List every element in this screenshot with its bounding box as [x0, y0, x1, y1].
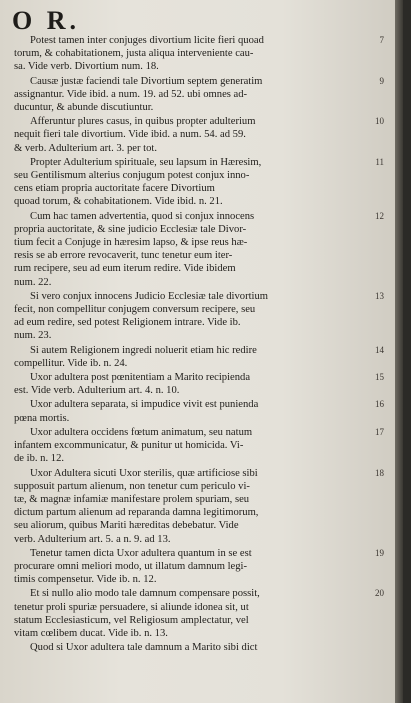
margin-number: 12 [375, 210, 384, 221]
text-line: dictum partum alienum ad reparanda damna legitimorum, [14, 507, 259, 519]
margin-number: 18 [375, 467, 384, 478]
paragraph [14, 75, 386, 115]
text-line: rum recipere, seu ad eum iterum redire. Vide ibidem [14, 263, 236, 275]
margin-number: 16 [375, 399, 384, 410]
text-line: tium fecit a Conjuge in hæresim lapso, & ipse reus hæ- [14, 237, 248, 249]
text-line: Uxor adultera occidens fœtum animatum, seu natum [30, 426, 253, 438]
margin-number: 17 [375, 426, 384, 437]
text-line: Si autem Religionem ingredi noluerit etiam hic redire [30, 344, 257, 356]
text-line: Et si nullo alio modo tale damnum compensare possit, [30, 588, 260, 600]
paragraph [14, 426, 386, 466]
text-line: fecit, non compellitur conjugem conversum recipere, seu [14, 304, 256, 316]
text-line: statum Ecclesiasticum, vel Religiosum amplectatur, vel [14, 614, 249, 626]
text-line: supposuit partum alienum, non tenetur cum periculo vi- [14, 480, 250, 492]
text-line: Uxor adultera post pœnitentiam a Marito recipienda [30, 372, 251, 384]
text-line: Si vero conjux innocens Judicio Ecclesiæ tale divortium [30, 290, 269, 302]
text-line: Uxor Adultera sicuti Uxor sterilis, quæ artificiose sibi [30, 467, 258, 479]
text-line: est. Vide verb. Adulterium art. 4. n. 10. [14, 385, 180, 397]
margin-number: 7 [379, 35, 384, 45]
page-heading: O R. [12, 6, 80, 35]
text-line: sa. Vide verb. Divortium num. 18. [14, 61, 159, 73]
text-line: tenetur proli spuriæ persuadere, si aliunde idonea sit, ut [14, 601, 249, 613]
paragraph [14, 34, 386, 74]
text-line: & verb. Adulterium art. 3. per tot. [14, 142, 157, 154]
paragraph [14, 290, 386, 343]
paragraph [14, 115, 386, 155]
text-line: pœna mortis. [14, 412, 70, 424]
paragraph [14, 467, 386, 546]
margin-number: 20 [375, 588, 384, 599]
paragraph [14, 344, 386, 370]
text-line: Quod si Uxor adultera tale damnum a Marito sibi dict [30, 642, 258, 654]
text-line: nequit fieri tale divortium. Vide ibid. a num. 54. ad 59. [14, 129, 246, 141]
paragraph [14, 587, 386, 640]
text-line: Causæ justæ faciendi tale Divortium septem generatim [30, 75, 263, 87]
text-line: Propter Adulterium spirituale, seu lapsum in Hæresim, [30, 156, 262, 168]
text-line: procurare omni meliori modo, ut illatum damnum legi- [14, 560, 248, 572]
text-line: quoad torum, & cohabitationem. Vide ibid. n. 21. [14, 196, 223, 208]
paragraph [14, 398, 386, 424]
text-line: Cum hac tamen advertentia, quod si conjux innocens [30, 210, 255, 222]
text-line: assignantur. Vide ibid. a num. 19. ad 52. ubi omnes ad- [14, 88, 248, 100]
text-line: compellitur. Vide ib. n. 24. [14, 357, 128, 369]
text-line: seu aliorum, quibus Mariti hæreditas debebatur. Vide [14, 520, 239, 532]
margin-number: 15 [375, 372, 384, 383]
text-line: infantem excommunicatur, & punitur ut homicida. Vi- [14, 440, 244, 452]
paragraph [14, 547, 386, 587]
text-line: torum, & cohabitationem, justa aliqua interveniente cau- [14, 48, 254, 60]
margin-number: 14 [375, 344, 384, 355]
paragraph [14, 156, 386, 209]
margin-number: 11 [375, 156, 384, 167]
margin-number: 13 [375, 290, 384, 301]
page-edge-shadow [395, 0, 403, 703]
text-line: tæ, & magnæ infamiæ manifestare prolem spuriam, seu [14, 493, 250, 505]
text-line: propria auctoritate, & sine judicio Ecclesiæ tale Divor- [14, 223, 247, 235]
text-line: timis compensetur. Vide ib. n. 12. [14, 574, 157, 586]
text-line: ducuntur, & abunde discutiuntur. [14, 102, 154, 114]
page-body [14, 34, 386, 655]
text-line: Uxor adultera separata, si impudice vivit est punienda [30, 399, 259, 411]
paragraph [14, 371, 386, 397]
text-line: ad eum redire, sed potest Religionem intrare. Vide ib. [14, 317, 241, 329]
margin-number: 9 [379, 75, 384, 86]
text-line: num. 23. [14, 330, 52, 342]
text-line: resis se ab errore revocaverit, tunc tenetur eum iter- [14, 250, 233, 262]
text-line: Afferuntur plures casus, in quibus propter adulterium [30, 116, 256, 128]
text-line: verb. Adulterium art. 5. a n. 9. ad 13. [14, 533, 171, 545]
paragraph [14, 210, 386, 289]
text-line: seu Gentilismum alterius conjugum potest conjux inno- [14, 170, 250, 182]
text-line: num. 22. [14, 276, 52, 288]
text-line: Potest tamen inter conjuges divortium licite fieri quoad [30, 35, 264, 46]
margin-number: 19 [375, 547, 384, 558]
text-line: vitam cœlibem ducat. Vide ib. n. 13. [14, 627, 168, 639]
text-line: de ib. n. 12. [14, 453, 65, 465]
text-line: cens etiam propria auctoritate facere Divortium [14, 183, 215, 195]
text-line: Tenetur tamen dicta Uxor adultera quantum in se est [30, 547, 252, 559]
paragraph [14, 641, 386, 654]
margin-number: 10 [375, 116, 384, 127]
